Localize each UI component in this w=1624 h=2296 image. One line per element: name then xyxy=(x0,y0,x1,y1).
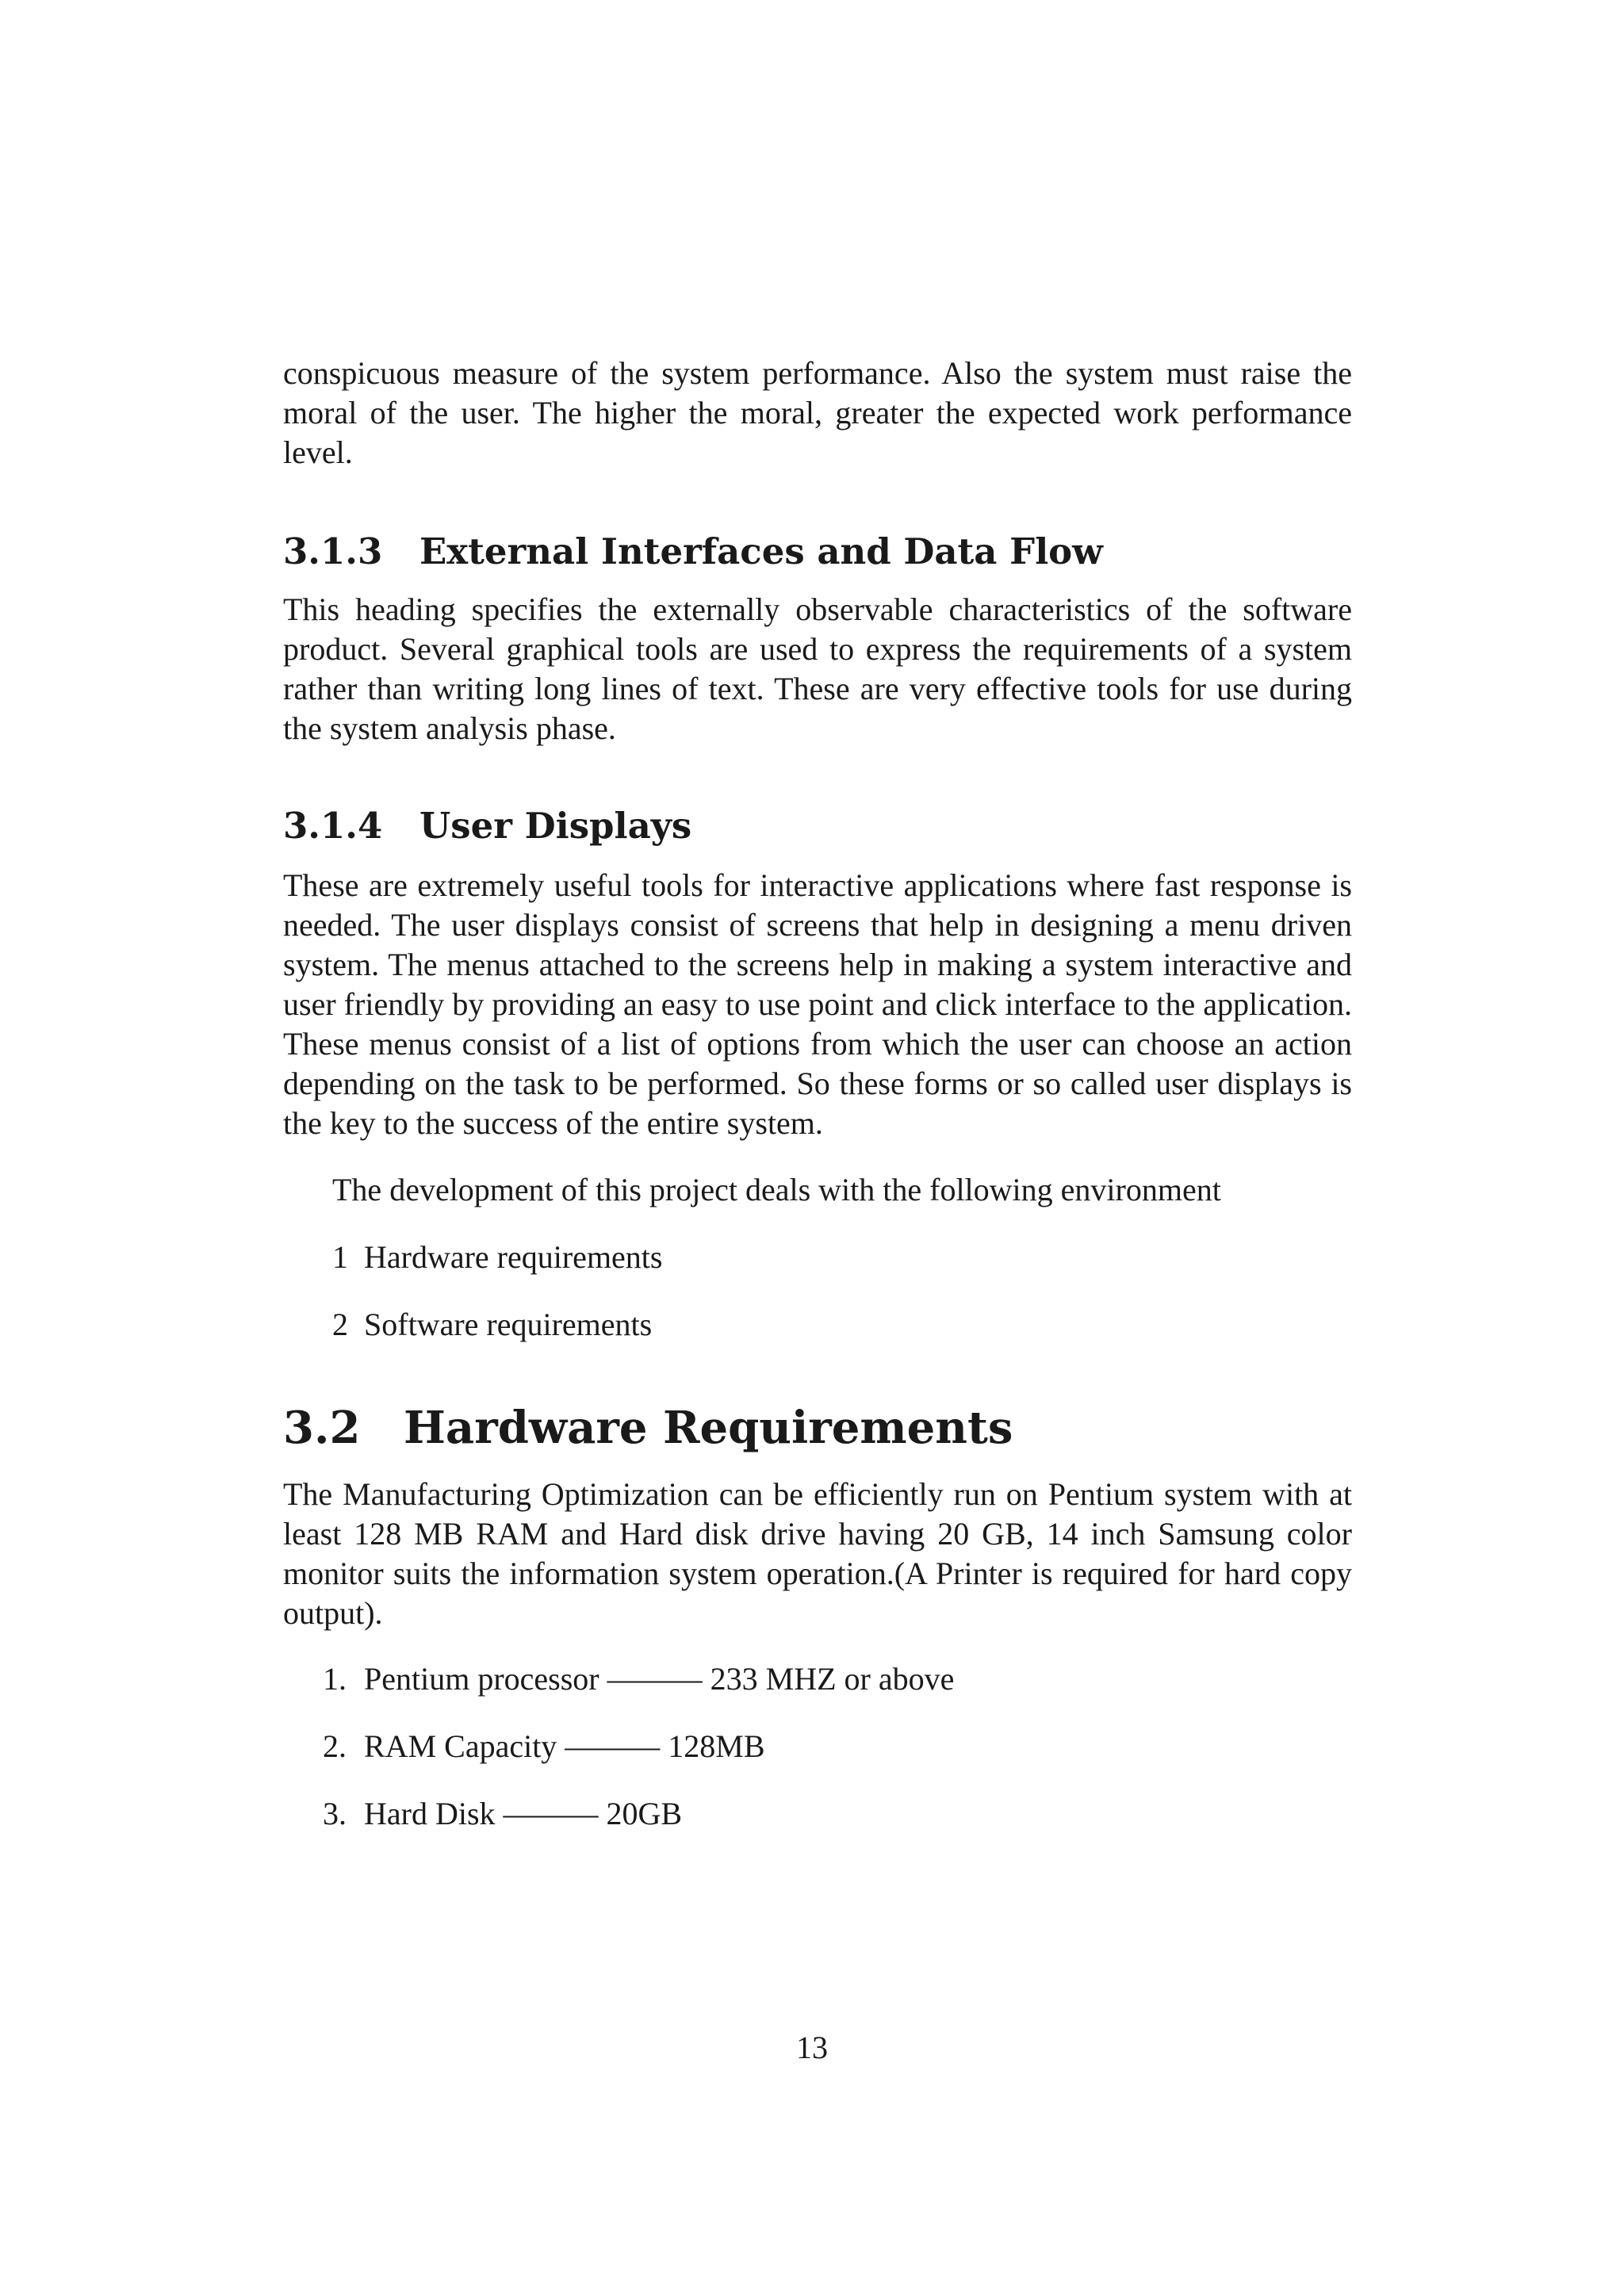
section-3-2-body: The Manufacturing Optimization can be efficiently run on Pentium system with at least 128 MB RAM and Hard disk drive having 20 GB, 14 inch Samsung color monitor suits the information system operation.(A Printer is required for hard copy output). xyxy=(283,1476,1352,1631)
section-3-1-3-heading xyxy=(283,530,1352,574)
section-3-2-heading xyxy=(283,1402,1352,1454)
environment-intro: The development of this project deals with the following environment xyxy=(332,1172,1221,1207)
list-item-text: Hardware requirements xyxy=(364,1239,663,1275)
list-item-number: 1 xyxy=(332,1239,348,1275)
list-item xyxy=(283,1305,1352,1345)
section-number: 3.1.4 xyxy=(283,805,383,847)
list-item xyxy=(283,1727,1352,1766)
section-3-1-4-heading xyxy=(283,804,1352,848)
section-title: User Displays xyxy=(419,805,692,847)
intro-paragraph: conspicuous measure of the system performance. Also the system must raise the moral of the user. The higher the moral, greater the expected work performance level. xyxy=(283,355,1352,470)
list-item-text: Software requirements xyxy=(364,1307,653,1342)
section-title: Hardware Requirements xyxy=(404,1402,1013,1454)
list-item xyxy=(283,1659,1352,1699)
section-title: External Interfaces and Data Flow xyxy=(419,530,1103,572)
section-number: 3.1.3 xyxy=(283,530,383,572)
list-item-text: Hard Disk ——— 20GB xyxy=(364,1796,683,1831)
list-item xyxy=(283,1794,1352,1834)
list-item-text: RAM Capacity ——— 128MB xyxy=(364,1728,765,1764)
section-number: 3.2 xyxy=(283,1402,361,1454)
page-content xyxy=(283,354,1352,1834)
list-item xyxy=(283,1238,1352,1277)
list-item-number: 1. xyxy=(323,1661,347,1697)
page-number: 13 xyxy=(796,2030,828,2065)
list-item-number: 2 xyxy=(332,1307,348,1342)
list-item-number: 3. xyxy=(323,1796,347,1831)
list-item-text: Pentium processor ——— 233 MHZ or above xyxy=(364,1661,955,1697)
list-item-number: 2. xyxy=(323,1728,347,1764)
section-3-1-3-body: This heading specifies the externally observable characteristics of the software product. Several graphical tools are used to express the requirements of a system rather than writing long lines of text. These are very effective tools for use during the system analysis phase. xyxy=(283,591,1352,746)
section-3-1-4-body: These are extremely useful tools for interactive applications where fast response is needed. The user displays consist of screens that help in designing a menu driven system. The menus attached to the screens help in making a system interactive and user friendly by providing an easy to use point and click interface to the application. These menus consist of a list of options from which the user can choose an action depending on the task to be performed. So these forms or so called user displays is the key to the success of the entire system. xyxy=(283,867,1352,1141)
